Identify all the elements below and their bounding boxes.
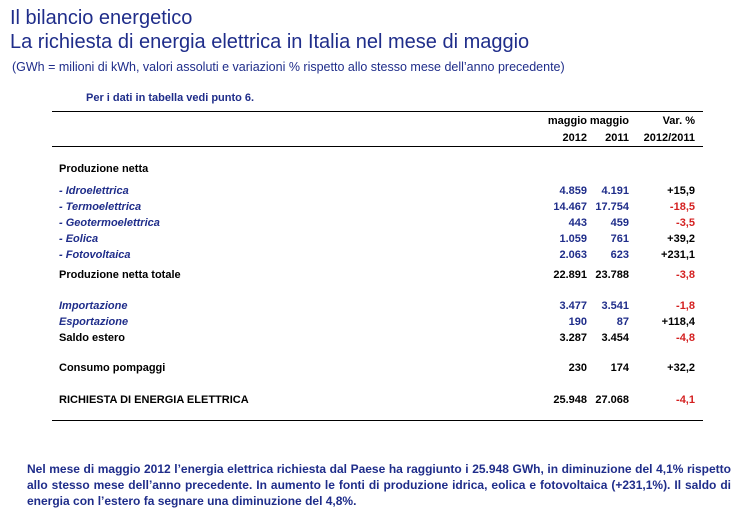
table-row-eolica xyxy=(52,231,703,247)
value-2011: 17.754 xyxy=(595,201,629,213)
value-var: -3,5 xyxy=(676,217,695,229)
value-var: +231,1 xyxy=(661,249,695,261)
table-row-esportazione xyxy=(52,314,703,330)
summary-paragraph: Nel mese di maggio 2012 l’energia elettrica richiesta dal Paese ha raggiunto i 25.948 GWh, in diminuzione del 4,1% rispetto allo stesso mese dell’anno precedente. In aumento le fonti di produzione idrica, eolica e fotovoltaica (+231,1%). Il saldo di energia con l’estero fa segnare una diminuzione del 4,8%. xyxy=(27,462,731,508)
value-2012: 2.063 xyxy=(559,249,587,261)
col-header-2012 xyxy=(482,113,587,147)
value-2012: 4.859 xyxy=(559,185,587,197)
value-var: -18,5 xyxy=(669,201,695,213)
value-2012: 25.948 xyxy=(553,394,587,406)
value-var: +15,9 xyxy=(667,185,695,197)
value-2012: 190 xyxy=(568,316,587,328)
table-row-produzione-netta xyxy=(52,161,703,177)
row-label: Saldo estero xyxy=(59,332,126,344)
value-2011: 3.454 xyxy=(601,332,629,344)
value-var: -1,8 xyxy=(676,300,695,312)
units-note: (GWh = milioni di kWh, valori assoluti e variazioni % rispetto allo stesso mese dell’anno precedente) xyxy=(12,60,565,74)
value-2012: 443 xyxy=(568,217,587,229)
value-2011: 623 xyxy=(610,249,629,261)
value-2012: 1.059 xyxy=(559,233,587,245)
col-header-2011 xyxy=(587,113,629,147)
value-var: -3,8 xyxy=(676,269,695,281)
table-top-rule xyxy=(52,111,703,112)
row-label: - Eolica xyxy=(59,233,99,245)
page-subtitle: La richiesta di energia elettrica in Italia nel mese di maggio xyxy=(10,31,530,53)
row-label: Consumo pompaggi xyxy=(59,362,166,374)
value-2011: 87 xyxy=(616,316,629,328)
row-label: - Geotermoelettrica xyxy=(59,217,160,229)
row-label: - Fotovoltaica xyxy=(59,249,131,261)
row-label: - Idroelettrica xyxy=(59,185,129,197)
row-label: - Termoelettrica xyxy=(59,201,142,213)
table-row-richiesta-energia xyxy=(52,392,703,408)
value-2011: 23.788 xyxy=(595,269,629,281)
value-2011: 3.541 xyxy=(601,300,629,312)
value-var: +39,2 xyxy=(667,233,695,245)
value-2011: 27.068 xyxy=(595,394,629,406)
row-label: Esportazione xyxy=(59,316,129,328)
row-label: RICHIESTA DI ENERGIA ELETTRICA xyxy=(59,394,249,406)
value-2011: 4.191 xyxy=(601,185,629,197)
value-2012: 3.477 xyxy=(559,300,587,312)
table-bottom-rule xyxy=(52,420,703,421)
table-row-saldo-estero xyxy=(52,330,703,346)
table-reference-note: Per i dati in tabella vedi punto 6. xyxy=(86,92,255,104)
table-row-geotermoelettrica xyxy=(52,215,703,231)
value-2012: 3.287 xyxy=(559,332,587,344)
value-2012: 230 xyxy=(568,362,587,374)
value-var: -4,1 xyxy=(676,394,695,406)
value-var: +32,2 xyxy=(667,362,695,374)
value-2011: 459 xyxy=(610,217,629,229)
table-row-consumo-pompaggi xyxy=(52,360,703,376)
table-row-fotovoltaica xyxy=(52,247,703,263)
value-2011: 761 xyxy=(610,233,629,245)
value-2012: 22.891 xyxy=(553,269,587,281)
table-row-produzione-netta-totale xyxy=(52,267,703,283)
table-row-idroelettrica xyxy=(52,183,703,199)
col-header-var xyxy=(629,113,695,147)
value-2012: 14.467 xyxy=(553,201,587,213)
row-label: Produzione netta xyxy=(59,163,149,175)
value-var: +118,4 xyxy=(661,316,695,328)
col-header-var-line1: Var. % xyxy=(662,115,695,127)
table-row-importazione xyxy=(52,298,703,314)
col-header-2012-line2: 2012 xyxy=(562,132,587,144)
col-header-var-line2: 2012/2011 xyxy=(643,132,695,144)
table-header-rule xyxy=(52,146,703,147)
row-label: Importazione xyxy=(59,300,128,312)
value-2011: 174 xyxy=(610,362,629,374)
col-header-2011-line1: maggio xyxy=(589,115,629,127)
page-title: Il bilancio energetico xyxy=(10,7,193,29)
col-header-2011-line2: 2011 xyxy=(605,132,629,144)
table-row-termoelettrica xyxy=(52,199,703,215)
col-header-2012-line1: maggio xyxy=(547,115,587,127)
row-label: Produzione netta totale xyxy=(59,269,181,281)
value-var: -4,8 xyxy=(676,332,695,344)
